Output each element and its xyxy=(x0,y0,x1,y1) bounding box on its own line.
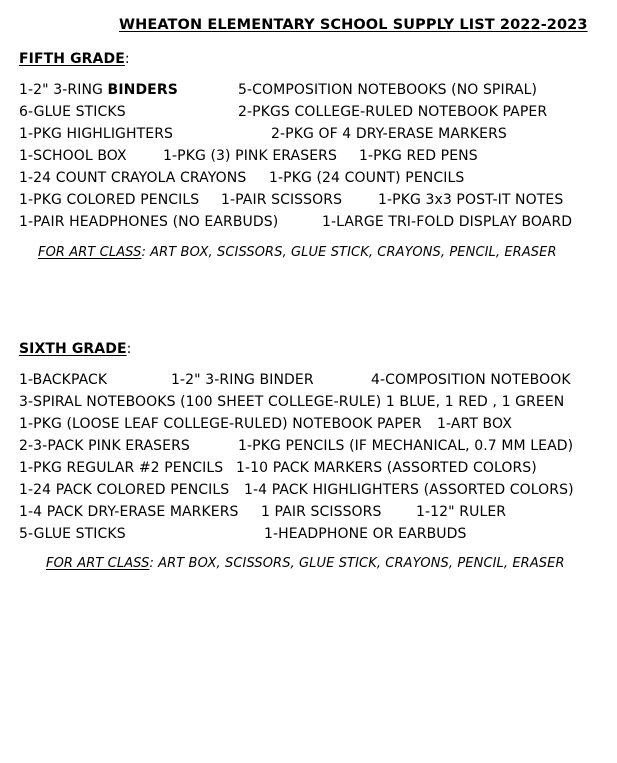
fifth-item-post-it: 1-PKG 3x3 POST-IT NOTES xyxy=(378,192,564,208)
fifth-item-binders-bold: BINDERS xyxy=(107,82,178,98)
sixth-item-ruler: 1-12" RULER xyxy=(416,504,507,520)
sixth-item-headphone: 1-HEADPHONE OR EARBUDS xyxy=(264,526,467,542)
sixth-item-scissors: 1 PAIR SCISSORS xyxy=(261,504,382,520)
fifth-item-composition: 5-COMPOSITION NOTEBOOKS (NO SPIRAL) xyxy=(238,82,538,98)
fifth-art-class-items: ART BOX, SCISSORS, GLUE STICK, CRAYONS, PENCIL, ERASER xyxy=(145,245,557,260)
fifth-item-crayons: 1-24 COUNT CRAYOLA CRAYONS xyxy=(19,170,247,186)
fifth-item-paper: 2-PKGS COLLEGE-RULED NOTEBOOK PAPER xyxy=(238,104,548,120)
fifth-item-pink-erasers: 1-PKG (3) PINK ERASERS xyxy=(163,148,337,164)
sixth-item-highlighters: 1-4 PACK HIGHLIGHTERS (ASSORTED COLORS) xyxy=(244,482,574,498)
fifth-art-class-colon: : xyxy=(141,245,146,260)
fifth-item-glue: 6-GLUE STICKS xyxy=(19,104,126,120)
fifth-item-dry-erase: 2-PKG OF 4 DRY-ERASE MARKERS xyxy=(271,126,507,142)
sixth-item-composition: 4-COMPOSITION NOTEBOOK xyxy=(371,372,571,388)
document-title: WHEATON ELEMENTARY SCHOOL SUPPLY LIST 2022-2023 xyxy=(119,17,588,33)
fifth-art-class-line xyxy=(38,245,557,261)
sixth-art-class-colon: : xyxy=(149,556,154,571)
fifth-item-scissors: 1-PAIR SCISSORS xyxy=(221,192,343,208)
fifth-grade-heading-line xyxy=(19,51,130,67)
sixth-art-class-items: ART BOX, SCISSORS, GLUE STICK, CRAYONS, PENCIL, ERASER xyxy=(153,556,565,571)
sixth-item-art-box: 1-ART BOX xyxy=(437,416,512,432)
sixth-item-pink-erasers: 2-3-PACK PINK ERASERS xyxy=(19,438,190,454)
fifth-item-school-box: 1-SCHOOL BOX xyxy=(19,148,127,164)
sixth-art-class-label: FOR ART CLASS xyxy=(46,556,150,571)
fifth-item-red-pens: 1-PKG RED PENS xyxy=(359,148,478,164)
sixth-item-regular-pencils: 1-PKG REGULAR #2 PENCILS xyxy=(19,460,224,476)
sixth-item-binder: 1-2" 3-RING BINDER xyxy=(171,372,314,388)
sixth-grade-heading-colon: : xyxy=(126,341,132,357)
sixth-grade-heading: SIXTH GRADE xyxy=(19,341,127,357)
sixth-item-colored-pencils: 1-24 PACK COLORED PENCILS xyxy=(19,482,230,498)
sixth-grade-heading-line xyxy=(19,341,131,357)
sixth-item-backpack: 1-BACKPACK xyxy=(19,372,108,388)
fifth-item-binders-prefix: 1-2" 3-RING xyxy=(19,82,108,98)
fifth-grade-heading: FIFTH GRADE xyxy=(19,51,125,67)
fifth-item-highlighters: 1-PKG HIGHLIGHTERS xyxy=(19,126,174,142)
sixth-item-paper: 1-PKG (LOOSE LEAF COLLEGE-RULED) NOTEBOOK PAPER xyxy=(19,416,422,432)
fifth-item-binders xyxy=(19,82,178,98)
sixth-item-markers: 1-10 PACK MARKERS (ASSORTED COLORS) xyxy=(236,460,537,476)
sixth-art-class-line xyxy=(46,556,565,572)
fifth-art-class-label: FOR ART CLASS xyxy=(38,245,142,260)
fifth-item-colored-pencils: 1-PKG COLORED PENCILS xyxy=(19,192,200,208)
fifth-item-pencils: 1-PKG (24 COUNT) PENCILS xyxy=(269,170,465,186)
fifth-item-display-board: 1-LARGE TRI-FOLD DISPLAY BOARD xyxy=(322,214,573,230)
sixth-item-spiral: 3-SPIRAL NOTEBOOKS (100 SHEET COLLEGE-RULE) 1 BLUE, 1 RED , 1 GREEN xyxy=(19,394,565,410)
fifth-grade-heading-colon: : xyxy=(124,51,130,67)
sixth-item-glue: 5-GLUE STICKS xyxy=(19,526,126,542)
sixth-item-pencils-mech: 1-PKG PENCILS (IF MECHANICAL, 0.7 MM LEAD) xyxy=(238,438,574,454)
sixth-item-dry-erase: 1-4 PACK DRY-ERASE MARKERS xyxy=(19,504,239,520)
fifth-item-headphones: 1-PAIR HEADPHONES (NO EARBUDS) xyxy=(19,214,279,230)
